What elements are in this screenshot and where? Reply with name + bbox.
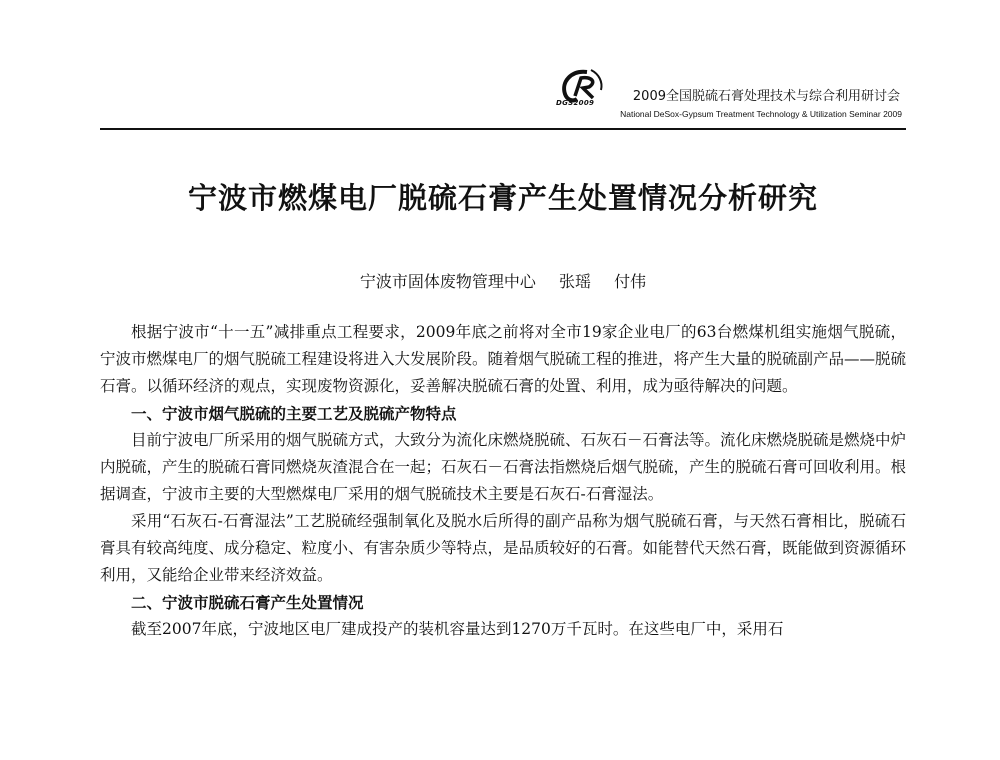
author-line	[100, 269, 906, 292]
body-paragraph: 目前宁波电厂所采用的烟气脱硫方式，大致分为流化床燃烧脱硫、石灰石－石膏法等。流化床燃烧脱硫是燃烧中炉内脱硫，产生的脱硫石膏同燃烧灰渣混合在一起；石灰石－石膏法指燃烧后烟气脱硫，产生的脱硫石膏可回收利用。根据调查，宁波市主要的大型燃煤电厂采用的烟气脱硫技术主要是石灰石-石膏湿法。	[100, 431, 907, 503]
body-paragraph: 采用“石灰石-石膏湿法”工艺脱硫经强制氧化及脱水后所得的副产品称为烟气脱硫石膏，与天然石膏相比，脱硫石膏具有较高纯度、成分稳定、粒度小、有害杂质少等特点，是品质较好的石膏。如能替代天然石膏，既能做到资源循环利用，又能给企业带来经济效益。	[100, 512, 907, 584]
body-paragraph: 截至2007年底，宁波地区电厂建成投产的装机容量达到1270万千瓦时。在这些电厂中，采用石	[131, 620, 784, 638]
article-body	[100, 319, 906, 643]
section-heading: 一、宁波市烟气脱硫的主要工艺及脱硫产物特点	[131, 404, 457, 423]
section-heading: 二、宁波市脱硫石膏产生处置情况	[131, 593, 364, 612]
body-paragraph: 根据宁波市“十一五”减排重点工程要求，2009年底之前将对全市19家企业电厂的63台燃煤机组实施烟气脱硫，宁波市燃煤电厂的烟气脱硫工程建设将进入大发展阶段。随着烟气脱硫工程的推进，将产生大量的脱硫副产品——脱硫石膏。以循环经济的观点，实现废物资源化，妥善解决脱硫石膏的处置、利用，成为亟待解决的问题。	[100, 323, 907, 395]
author-name: 付伟	[614, 272, 647, 291]
page-header	[0, 0, 1000, 135]
seminar-title-cn: 2009全国脱硫石膏处理技术与综合利用研讨会	[632, 89, 900, 104]
article-title: 宁波市燃煤电厂脱硫石膏产生处置情况分析研究	[187, 181, 818, 215]
author-organization: 宁波市固体废物管理中心	[359, 272, 536, 291]
logo-text: DGS2009	[556, 99, 595, 107]
author-name: 张瑶	[558, 272, 591, 291]
header-rule	[100, 128, 906, 130]
seminar-title-en: National DeSox-Gypsum Treatment Technology & Utilization Seminar 2009	[620, 109, 902, 119]
